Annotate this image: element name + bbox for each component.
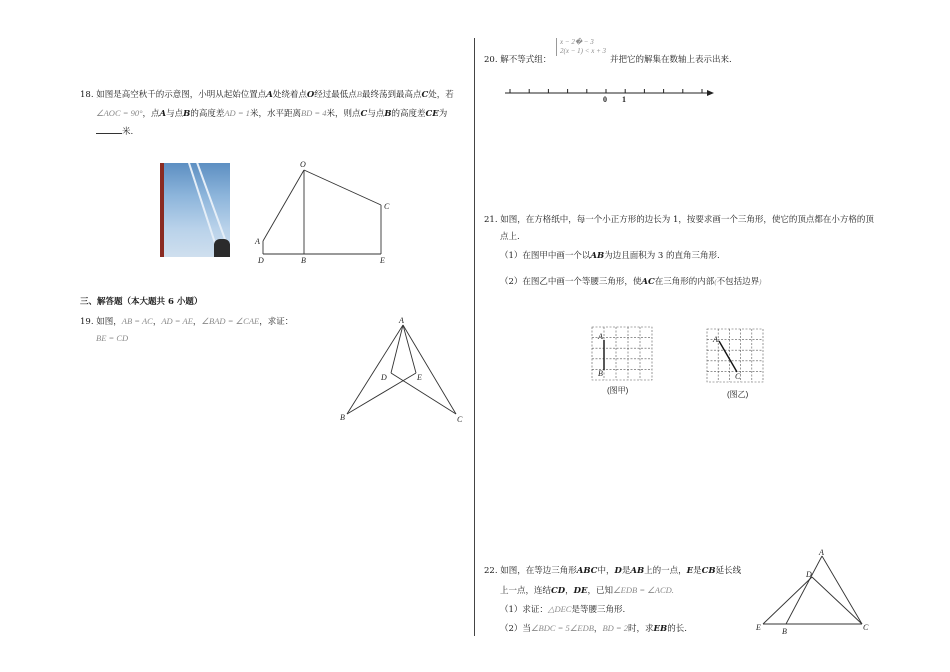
q21-part2: （2）在图乙中画一个等腰三角形，使AC在三角形的内部(不包括边界) [500, 277, 762, 287]
number-line [505, 89, 714, 96]
q19-label-C: C [457, 415, 463, 424]
caption-jia: (图甲) [607, 386, 629, 395]
q19-label-B: B [340, 413, 345, 422]
q22-label-E: E [756, 623, 761, 632]
q22-number: 22. [484, 566, 498, 576]
segment-AC [719, 341, 737, 372]
q20-tail: 并把它的解集在数轴上表示出来. [610, 55, 732, 65]
section-3-title: 三、解答题（本大题共 6 小题） [80, 297, 203, 307]
q22-label-B: B [782, 627, 787, 636]
q21-label-A-yi: A [713, 335, 718, 344]
q22-line2: 上一点，连结CD，DE，已知∠EDB = ∠ACD. [500, 585, 674, 596]
q19-number: 19. [80, 317, 94, 327]
q22-diagram [763, 556, 862, 624]
q22-label-C: C [863, 623, 869, 632]
caption-yi: (图乙) [727, 390, 749, 399]
q18-label-O: O [300, 160, 306, 169]
q19-line1: 19. 如图，AB = AC，AD = AE，∠BAD = ∠CAE，求证： [80, 316, 294, 327]
q18-diagram [263, 170, 381, 254]
q21-label-C-yi: C [735, 372, 741, 381]
arrow-head-icon [707, 90, 714, 96]
q20-line: 20. 解不等式组： [484, 55, 552, 65]
q19-diagram [347, 325, 456, 414]
q22-line1: 22. 如图，在等边三角形ABC中，D是AB上的一点，E是CB延长线 [484, 566, 742, 576]
q20-number: 20. [484, 55, 498, 65]
q18-line2: ∠AOC = 90°，点A与点B的高度差AD = 1米，水平距离BD = 4米，则点C与点B的高度差CE为 [96, 108, 448, 119]
tick-label-0: 0 [603, 95, 607, 104]
inequality-system: x − 2� − 3 2(x − 1) < x + 3 [556, 38, 606, 56]
q18-label-E: E [380, 256, 385, 265]
q22-part1: （1）求证：△DEC是等腰三角形. [500, 604, 626, 615]
tick-label-1: 1 [622, 95, 626, 104]
q22-part2: （2）当∠BDC = 5∠EDB，BD = 2时，求EB的长. [500, 623, 687, 634]
q22-label-D: D [806, 570, 812, 579]
q21-label-A-jia: A [598, 332, 603, 341]
q22-label-A: A [819, 548, 824, 557]
q18-number: 18. [80, 90, 94, 100]
q18-line3: 米. [96, 125, 133, 138]
q21-line2: 点上. [500, 232, 520, 242]
q18-label-B: B [301, 256, 306, 265]
q19-line2: BE = CD [96, 333, 129, 343]
q18-label-D: D [258, 256, 264, 265]
q19-label-D: D [381, 373, 387, 382]
q18-label-C: C [384, 202, 390, 211]
q21-number: 21. [484, 215, 498, 225]
q18-line1: 18. 如图是高空秋千的示意图，小明从起始位置点A处绕着点O经过最低点B最终荡到最高点C处，若 [80, 89, 454, 100]
q21-line1: 21. 如图，在方格纸中，每一个小正方形的边长为 1，按要求画一个三角形，使它的顶点都在小方格的顶 [484, 215, 874, 225]
q18-label-A: A [255, 237, 260, 246]
q19-label-A: A [399, 316, 404, 325]
q19-label-E: E [417, 373, 422, 382]
q21-part1: （1）在图甲中画一个以AB为边且面积为 3 的直角三角形. [500, 251, 720, 261]
q21-label-B-jia: B [598, 369, 603, 378]
